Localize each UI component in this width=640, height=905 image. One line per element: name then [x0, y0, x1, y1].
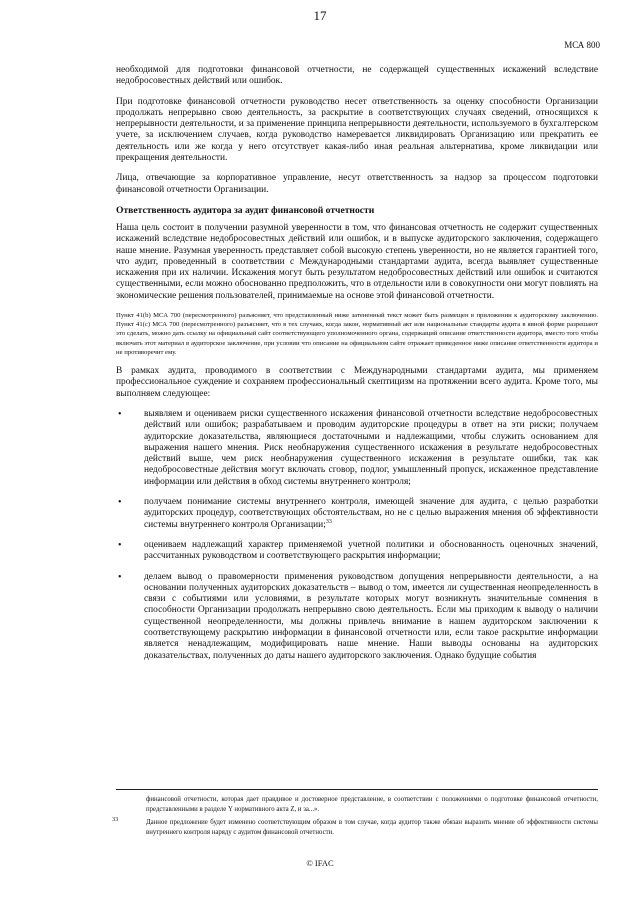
footnote-divider [116, 789, 598, 790]
list-item-text: оцениваем надлежащий характер применяемой учетной политики и обоснованность оценочных значений, рассчитанных руководством и соответствующего раскрытия информации; [144, 539, 598, 562]
main-content [116, 65, 598, 671]
shaded-note: Пункт 41(b) МСА 700 (пересмотренного) разъясняет, что представленный ниже затененный текст может быть размещен в приложении к аудиторскому заключению. Пункт 41(c) МСА 700 (пересмотренного) разъясняет, что в тех случаях, когда закон, нормативный акт или национальные стандарты аудита в явной форме разрешают это сделать, можно дать ссылку на официальный сайт соответствующего уполномоченного органа, содержащий описание ответственности аудитора, вместо того чтобы включать этот материал в аудиторское заключение, при условии что описание на официальном сайте отражает приведенное ниже описание ответственности аудитора и не противоречит ему. [116, 312, 598, 356]
list-item-text: делаем вывод о правомерности применения руководством допущения непрерывности деятельности, а на основании полученных аудиторских доказательств – вывод о том, имеется ли существенная неопределенность в связи с событиями или условиями, в результате которых могут возникнуть значительные сомнения в способности Организации продолжать непрерывно свою деятельность. Если мы приходим к выводу о наличии существенной неопределенности, мы должны привлечь внимание в нашем аудиторском заключении к соответствующему раскрытию информации в финансовой отчетности или, если такое раскрытие информации является ненадлежащим, модифицировать наше мнение. Наши выводы основаны на аудиторских доказательствах, полученных до даты нашего аудиторского заключения. Однако будущие события [144, 571, 598, 661]
paragraph-audit-scope: В рамках аудита, проводимого в соответствии с Международными стандартами аудита, мы применяем профессиональное суждение и сохраняем профессиональный скептицизм на протяжении всего аудита. Кроме того, мы выполняем следующее: [116, 366, 598, 399]
section-heading: Ответственность аудитора за аудит финансовой отчетности [116, 204, 375, 216]
bullet-icon: • [118, 571, 122, 583]
standard-reference: МСА 800 [564, 40, 600, 50]
footnote-continuation: финансовой отчетности, которая дает правдивое и достоверное представление, в соответствии с положениями о подготовке финансовой отчетности, представленными в разделе Y нормативного акта Z, и за...». [146, 796, 598, 813]
footnote-reference[interactable]: 33 [325, 518, 332, 525]
list-item [116, 540, 598, 563]
page-number: 17 [313, 8, 327, 23]
paragraph-governance: Лица, отвечающие за корпоративное управление, несут ответственность за надзор за процессом подготовки финансовой отчетности Организации. [116, 173, 598, 195]
bullet-icon: • [118, 497, 122, 509]
paragraph-going-concern: При подготовке финансовой отчетности руководство несет ответственность за оценку способности Организации продолжать непрерывно свою деятельность, за раскрытие в соответствующих случаях сведений, относящихся к непрерывности деятельности, и за применение принципа непрерывности деятельности, используемого в бухгалтерском учете, за исключением случаев, когда руководство намеревается ликвидировать Организацию или прекратить ее деятельность или же когда у него отсутствует какая-либо иная реальная альтернатива, кроме ликвидации или прекращения деятельности. [116, 96, 598, 164]
paragraph-objective: Наша цель состоит в получении разумной уверенности в том, что финансовая отчетность не содержит существенных искажений вследствие недобросовестных действий или ошибок, и в выпуске аудиторского заключения, содержащего наше мнение. Разумная уверенность представляет собой высокую степень уверенности, но не является гарантией того, что аудит, проведенный в соответствии с Международными стандартами аудита, всегда выявляет существенные искажения при их наличии. Искажения могут быть результатом недобросовестных действий или ошибок и считаются существенными, если можно обоснованно предположить, что в отдельности или в совокупности они могут повлиять на экономические решения пользователей, принимаемые на основе этой финансовой отчетности. [116, 222, 598, 301]
list-item [116, 497, 598, 531]
footnote-33: Данное предложение будет изменено соответствующим образом в том случае, когда аудитор также обязан выразить мнение об эффективности системы внутреннего контроля наряду с аудитом финансовой отчетности. [146, 819, 598, 836]
footnote-33-marker: 33 [112, 816, 119, 823]
list-item-text: получаем понимание системы внутреннего контроля, имеющей значение для аудита, с целью разработки аудиторских процедур, соответствующих обстоятельствам, но не с целью выражения мнения об эффективности системы внутреннего контроля Организации; [144, 497, 598, 530]
bullet-icon: • [118, 408, 122, 420]
list-item-text: выявляем и оцениваем риски существенного искажения финансовой отчетности вследствие недобросовестных действий или ошибок; разрабатываем и проводим аудиторские процедуры в ответ на эти риски; получаем аудиторские доказательства, являющиеся достаточными и надлежащими, чтобы служить основанием для выражения нашего мнения. Риск необнаружения существенного искажения в результате недобросовестных действий выше, чем риск необнаружения существенного искажения в результате ошибки, так как недобросовестные действия могут включать сговор, подлог, умышленный пропуск, искаженное представление информации или действия в обход системы внутреннего контроля; [144, 408, 598, 487]
list-item [116, 409, 598, 488]
list-item [116, 572, 598, 662]
audit-procedures-list [116, 409, 598, 662]
copyright: © IFAC [306, 858, 334, 868]
bullet-icon: • [118, 539, 122, 551]
paragraph-management-responsibility-end: необходимой для подготовки финансовой отчетности, не содержащей существенных искажений вследствие недобросовестных действий или ошибок. [116, 65, 598, 87]
